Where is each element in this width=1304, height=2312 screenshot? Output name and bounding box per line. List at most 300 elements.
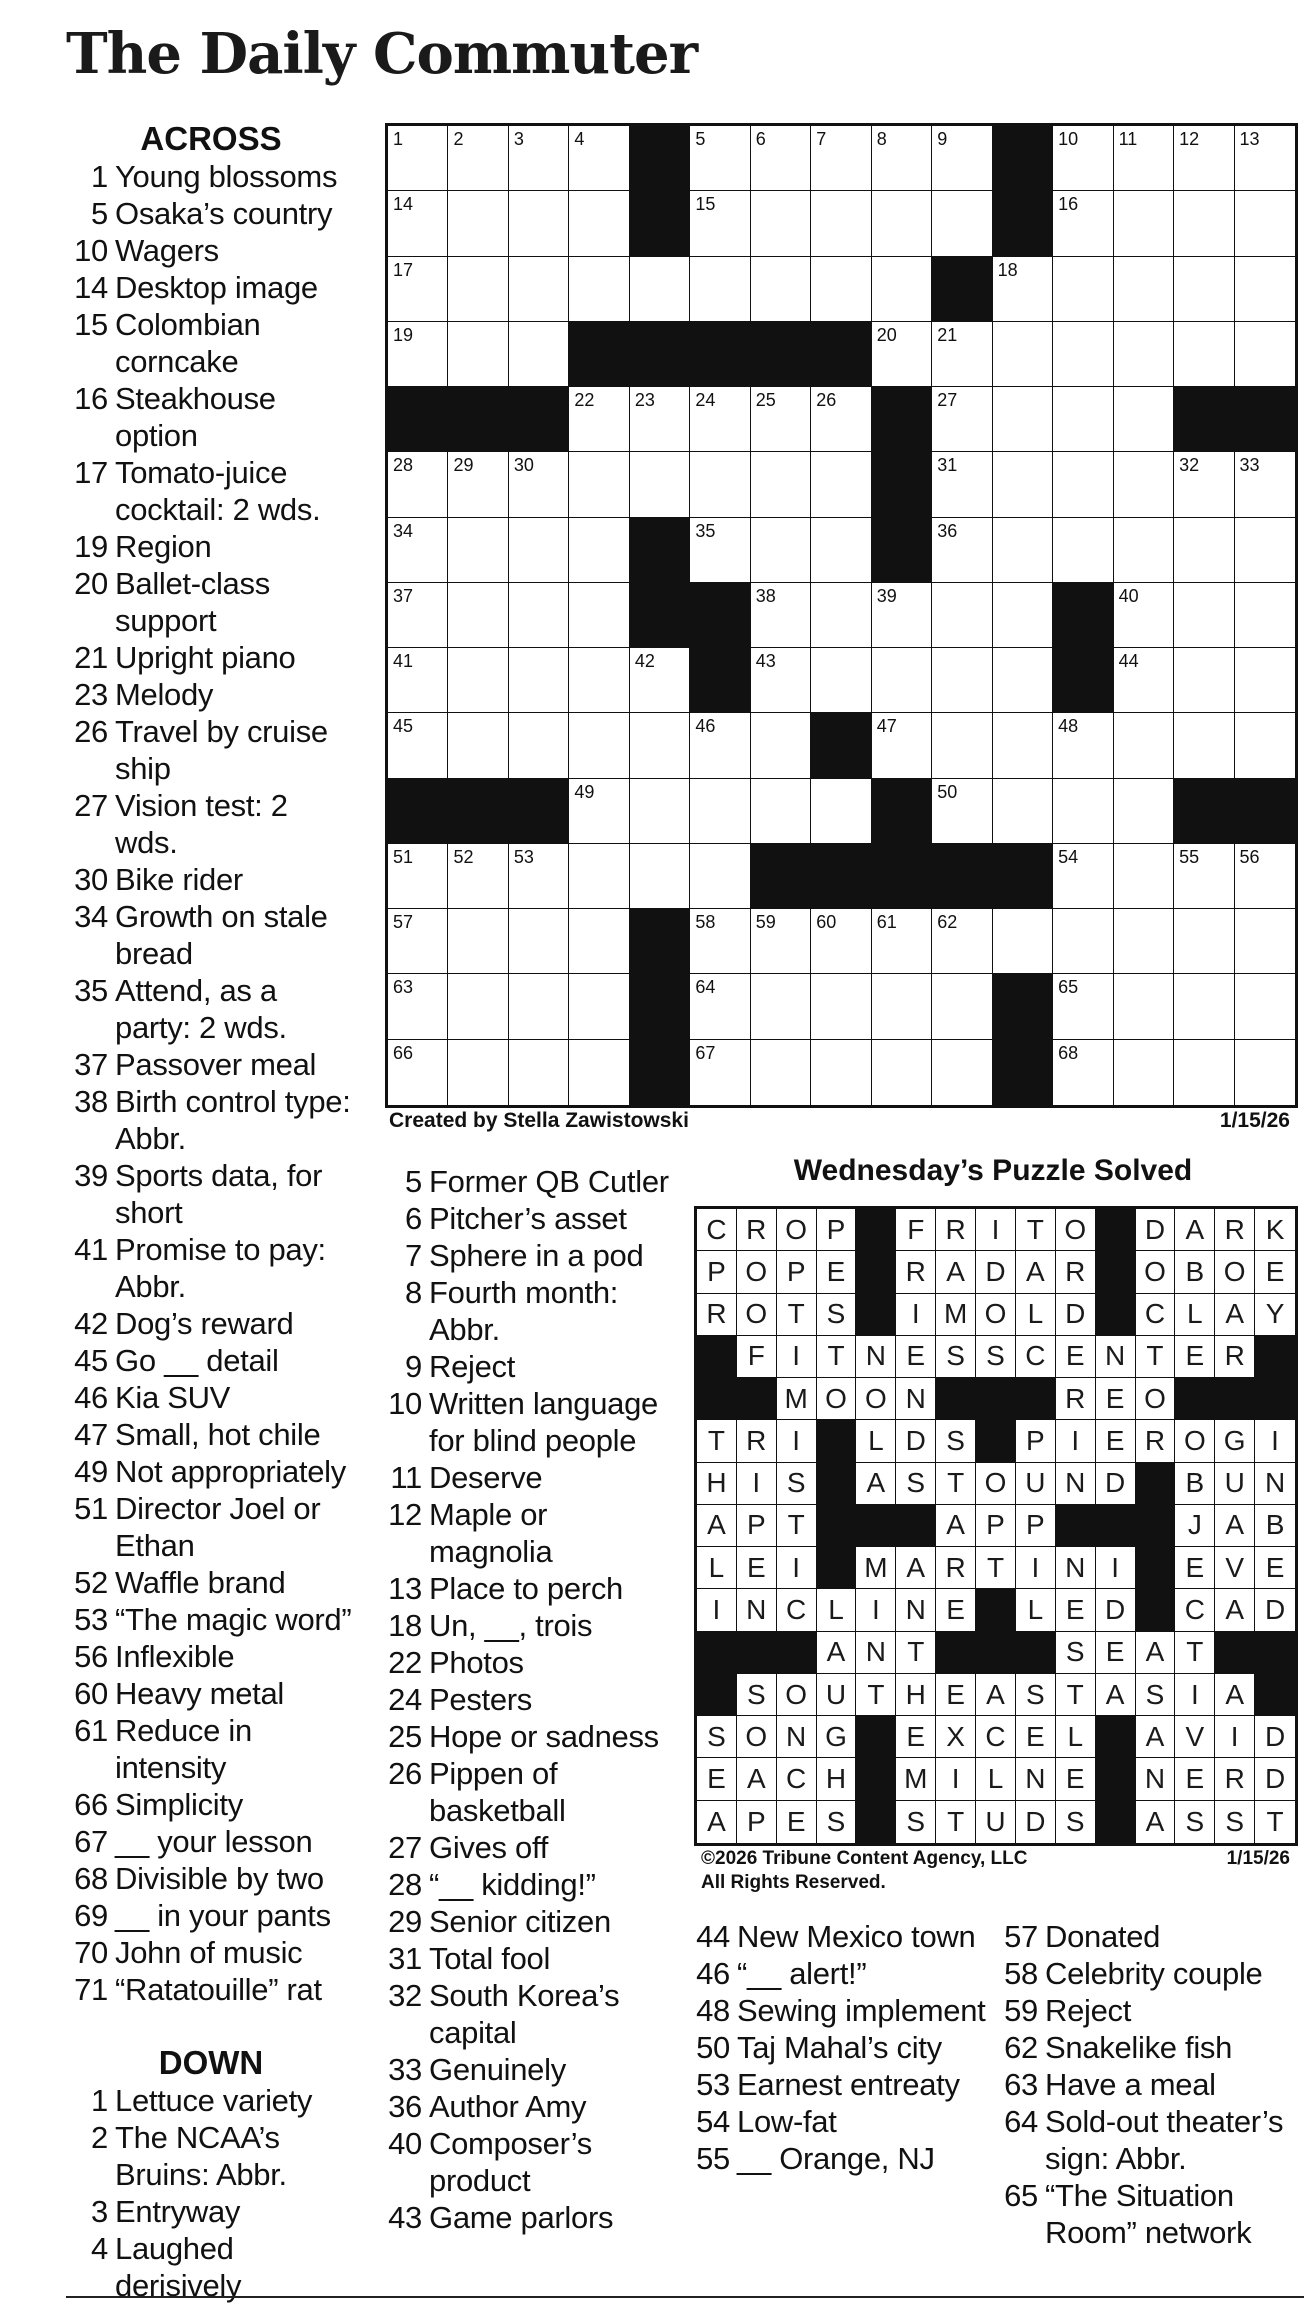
clue-item[interactable] (66, 2082, 356, 2119)
grid-cell[interactable] (1114, 191, 1174, 256)
grid-cell[interactable] (448, 974, 508, 1039)
grid-cell[interactable] (993, 257, 1053, 322)
grid-cell[interactable] (1053, 387, 1113, 452)
grid-cell[interactable] (1235, 583, 1295, 648)
grid-cell[interactable] (932, 713, 992, 778)
grid-cell[interactable] (1174, 257, 1234, 322)
grid-cell[interactable] (811, 387, 871, 452)
grid-cell[interactable] (630, 387, 690, 452)
clue-item[interactable] (996, 1918, 1296, 1955)
cell-letter: S (1026, 1678, 1045, 1710)
cell-letter: P (986, 1509, 1005, 1541)
grid-cell[interactable] (1235, 518, 1295, 583)
grid-cell[interactable] (1235, 191, 1295, 256)
clue-text: Entryway (115, 2194, 241, 2229)
grid-cell[interactable] (1235, 322, 1295, 387)
clue-item[interactable] (996, 1992, 1296, 2029)
clue-item[interactable] (66, 639, 356, 676)
grid-cell[interactable] (1114, 1040, 1174, 1105)
grid-cell[interactable] (1235, 452, 1295, 517)
clue-item[interactable] (996, 1955, 1296, 1992)
grid-cell[interactable] (932, 387, 992, 452)
grid-cell[interactable] (569, 713, 629, 778)
grid-cell[interactable] (630, 257, 690, 322)
clue-item[interactable] (66, 1638, 356, 1675)
grid-cell[interactable] (1174, 974, 1234, 1039)
grid-cell[interactable] (448, 322, 508, 387)
grid-cell[interactable] (872, 191, 932, 256)
cell-letter: V (1225, 1551, 1245, 1583)
grid-cell[interactable] (509, 844, 569, 909)
grid-cell[interactable] (1114, 257, 1174, 322)
grid-cell[interactable] (630, 844, 690, 909)
grid-cell[interactable] (932, 583, 992, 648)
grid-cell[interactable] (1174, 452, 1234, 517)
clue-item[interactable] (66, 565, 356, 639)
clue-item[interactable] (66, 1231, 356, 1305)
black-square (1215, 1632, 1255, 1674)
grid-cell[interactable] (1114, 909, 1174, 974)
grid-cell[interactable] (569, 1040, 629, 1105)
cell-letter: N (1065, 1467, 1086, 1499)
clue-item[interactable] (66, 1305, 356, 1342)
clue-item[interactable] (688, 2066, 988, 2103)
black-square (697, 1378, 737, 1420)
clue-item[interactable] (380, 1866, 670, 1903)
clue-item[interactable] (66, 1416, 356, 1453)
grid-cell[interactable] (1053, 322, 1113, 387)
clue-item[interactable] (380, 1274, 670, 1348)
grid-cell[interactable] (872, 126, 932, 191)
clue-item[interactable] (66, 232, 356, 269)
grid-cell[interactable] (993, 322, 1053, 387)
grid-cell[interactable] (448, 126, 508, 191)
grid-cell[interactable] (388, 257, 448, 322)
grid-cell[interactable] (993, 779, 1053, 844)
clue-item[interactable] (380, 1977, 670, 2051)
clue-item[interactable] (66, 1490, 356, 1564)
grid-cell[interactable] (388, 452, 448, 517)
clue-item[interactable] (380, 1903, 670, 1940)
grid-cell[interactable] (509, 1040, 569, 1105)
clue-item[interactable] (66, 158, 356, 195)
grid-cell[interactable] (1235, 1040, 1295, 1105)
grid-cell[interactable] (751, 909, 811, 974)
grid-cell[interactable] (509, 909, 569, 974)
grid-cell[interactable] (811, 648, 871, 713)
grid-cell[interactable] (1053, 518, 1113, 583)
grid-cell[interactable] (1053, 974, 1113, 1039)
grid-cell[interactable] (569, 648, 629, 713)
grid-cell[interactable] (448, 583, 508, 648)
clue-item[interactable] (66, 306, 356, 380)
grid-cell[interactable] (1053, 1040, 1113, 1105)
grid-cell[interactable] (1174, 322, 1234, 387)
grid-cell[interactable] (569, 909, 629, 974)
grid-cell[interactable] (509, 974, 569, 1039)
grid-cell[interactable] (993, 648, 1053, 713)
grid-cell[interactable] (1114, 518, 1174, 583)
clue-text: Inflexible (115, 1639, 235, 1674)
grid-cell[interactable] (690, 974, 750, 1039)
grid-cell[interactable] (388, 126, 448, 191)
grid-cell[interactable] (448, 648, 508, 713)
grid-cell[interactable] (1174, 126, 1234, 191)
grid-cell[interactable] (932, 779, 992, 844)
clue-item[interactable] (996, 2177, 1296, 2251)
grid-cell[interactable] (872, 257, 932, 322)
grid-cell[interactable] (690, 191, 750, 256)
clue-item[interactable] (66, 787, 356, 861)
clue-item[interactable] (380, 2051, 670, 2088)
grid-cell[interactable] (690, 387, 750, 452)
grid-cell[interactable] (690, 1040, 750, 1105)
grid-cell[interactable] (811, 518, 871, 583)
clue-item[interactable] (66, 861, 356, 898)
clue-number: 56 (74, 1639, 108, 1674)
grid-cell[interactable] (1053, 126, 1113, 191)
cell-letter: E (946, 1678, 965, 1710)
clue-item[interactable] (66, 972, 356, 1046)
grid-cell[interactable] (1174, 1040, 1234, 1105)
grid-cell[interactable] (811, 779, 871, 844)
cell-number: 13 (1239, 129, 1260, 149)
grid-cell[interactable] (932, 126, 992, 191)
grid-cell[interactable] (448, 713, 508, 778)
grid-cell[interactable] (1114, 844, 1174, 909)
grid-cell[interactable] (388, 713, 448, 778)
clue-item[interactable] (688, 2140, 988, 2177)
clue-item[interactable] (66, 1157, 356, 1231)
grid-cell[interactable] (751, 713, 811, 778)
clue-item[interactable] (380, 1829, 670, 1866)
clue-number: 66 (74, 1787, 108, 1822)
grid-cell[interactable] (1114, 648, 1174, 713)
clue-item[interactable] (66, 1675, 356, 1712)
grid-cell[interactable] (751, 452, 811, 517)
clue-item[interactable] (380, 2088, 670, 2125)
cell-letter: E (1065, 1340, 1085, 1372)
grid-cell[interactable] (932, 191, 992, 256)
clue-item[interactable] (66, 676, 356, 713)
clue-item[interactable] (380, 1237, 670, 1274)
grid-cell[interactable] (811, 191, 871, 256)
grid-cell[interactable] (932, 974, 992, 1039)
grid-cell[interactable] (872, 909, 932, 974)
grid-cell[interactable] (872, 322, 932, 387)
clue-item[interactable] (380, 2199, 670, 2236)
grid-cell[interactable] (569, 844, 629, 909)
grid-cell[interactable] (1174, 713, 1234, 778)
grid-cell[interactable] (388, 518, 448, 583)
grid-cell[interactable] (811, 974, 871, 1039)
clue-item[interactable] (380, 1200, 670, 1237)
grid-cell[interactable] (1235, 648, 1295, 713)
grid-cell[interactable] (751, 779, 811, 844)
grid-cell[interactable] (448, 1040, 508, 1105)
clue-item[interactable] (380, 1940, 670, 1977)
grid-cell[interactable] (1174, 518, 1234, 583)
grid-cell[interactable] (1114, 387, 1174, 452)
clue-item[interactable] (66, 454, 356, 528)
grid-cell[interactable] (690, 257, 750, 322)
grid-cell[interactable] (1235, 713, 1295, 778)
grid-cell[interactable] (993, 387, 1053, 452)
grid-cell[interactable] (388, 844, 448, 909)
grid-cell[interactable] (1053, 713, 1113, 778)
clue-item[interactable] (380, 1570, 670, 1607)
grid-cell[interactable] (509, 126, 569, 191)
grid-cell[interactable] (751, 1040, 811, 1105)
grid-cell[interactable] (1053, 844, 1113, 909)
clue-item[interactable] (66, 1564, 356, 1601)
clue-item[interactable] (66, 1601, 356, 1638)
black-square (993, 844, 1053, 909)
grid-cell[interactable] (993, 452, 1053, 517)
grid-cell[interactable] (811, 452, 871, 517)
grid-cell[interactable] (630, 648, 690, 713)
grid-cell[interactable] (388, 974, 448, 1039)
grid-cell[interactable] (630, 452, 690, 517)
grid-cell[interactable] (751, 518, 811, 583)
grid-cell[interactable] (630, 779, 690, 844)
clue-item[interactable] (66, 269, 356, 306)
clue-item[interactable] (380, 1718, 670, 1755)
grid-cell[interactable] (509, 583, 569, 648)
black-square (690, 322, 750, 387)
grid-cell[interactable] (932, 648, 992, 713)
clue-item[interactable] (66, 1712, 356, 1786)
grid-cell[interactable] (932, 452, 992, 517)
grid-cell (936, 1674, 976, 1716)
clue-item[interactable] (380, 1755, 670, 1829)
clue-item[interactable] (66, 1046, 356, 1083)
clue-text: Osaka’s country (115, 196, 333, 231)
grid-cell (777, 1589, 817, 1631)
clue-number: 68 (74, 1861, 108, 1896)
grid-cell[interactable] (1114, 779, 1174, 844)
grid-cell[interactable] (1053, 452, 1113, 517)
grid-cell[interactable] (448, 909, 508, 974)
grid-cell[interactable] (690, 518, 750, 583)
grid-cell[interactable] (993, 909, 1053, 974)
grid-cell[interactable] (1174, 844, 1234, 909)
grid-cell[interactable] (1235, 126, 1295, 191)
clue-item[interactable] (380, 1385, 670, 1459)
grid-cell[interactable] (872, 974, 932, 1039)
clue-item[interactable] (380, 1644, 670, 1681)
grid-cell[interactable] (751, 387, 811, 452)
grid-cell[interactable] (811, 583, 871, 648)
grid-cell[interactable] (1114, 713, 1174, 778)
grid-cell[interactable] (1114, 322, 1174, 387)
grid-cell[interactable] (509, 713, 569, 778)
grid-cell[interactable] (811, 257, 871, 322)
grid-cell[interactable] (509, 191, 569, 256)
clue-item[interactable] (688, 2029, 988, 2066)
grid-cell[interactable] (811, 126, 871, 191)
grid-cell[interactable] (811, 909, 871, 974)
clue-item[interactable] (66, 1083, 356, 1157)
clue-item[interactable] (66, 380, 356, 454)
clue-item[interactable] (996, 2103, 1296, 2177)
grid-cell[interactable] (690, 126, 750, 191)
grid-cell[interactable] (448, 257, 508, 322)
clue-item[interactable] (688, 2103, 988, 2140)
clue-item[interactable] (66, 1934, 356, 1971)
grid-cell[interactable] (811, 1040, 871, 1105)
grid-cell[interactable] (448, 518, 508, 583)
clue-item[interactable] (66, 528, 356, 565)
clue-item[interactable] (66, 1897, 356, 1934)
grid-cell[interactable] (569, 257, 629, 322)
clue-item[interactable] (380, 1163, 670, 1200)
grid-cell[interactable] (509, 257, 569, 322)
clue-item[interactable] (380, 1607, 670, 1644)
grid-cell[interactable] (388, 322, 448, 387)
clue-item[interactable] (66, 1823, 356, 1860)
grid-cell[interactable] (751, 974, 811, 1039)
clue-item[interactable] (66, 1379, 356, 1416)
cell-letter: R (1224, 1213, 1245, 1245)
grid-cell[interactable] (751, 257, 811, 322)
clue-item[interactable] (688, 1992, 988, 2029)
clue-item[interactable] (380, 1496, 670, 1570)
grid-cell[interactable] (1053, 779, 1113, 844)
clue-item[interactable] (66, 1971, 356, 2008)
clue-item[interactable] (66, 2119, 356, 2193)
clue-item[interactable] (688, 1955, 988, 1992)
grid-cell[interactable] (690, 779, 750, 844)
grid-cell[interactable] (1114, 583, 1174, 648)
clue-item[interactable] (66, 713, 356, 787)
clue-item[interactable] (380, 2125, 670, 2199)
grid-cell (896, 1251, 936, 1293)
cell-letter: I (872, 1594, 880, 1626)
grid-cell[interactable] (569, 583, 629, 648)
grid-cell[interactable] (569, 191, 629, 256)
grid-cell[interactable] (509, 648, 569, 713)
grid-cell[interactable] (569, 779, 629, 844)
grid-cell (817, 1716, 857, 1758)
grid-cell[interactable] (872, 583, 932, 648)
grid-cell[interactable] (1235, 974, 1295, 1039)
grid-cell[interactable] (993, 583, 1053, 648)
grid-cell[interactable] (630, 713, 690, 778)
clue-text: Kia SUV (115, 1380, 231, 1415)
grid-cell[interactable] (1174, 909, 1234, 974)
grid-cell (856, 1420, 896, 1462)
grid-cell[interactable] (1235, 909, 1295, 974)
grid-cell (737, 1294, 777, 1336)
grid-cell[interactable] (388, 583, 448, 648)
cell-number: 51 (393, 846, 414, 867)
grid-cell (1056, 1758, 1096, 1800)
grid-cell[interactable] (932, 322, 992, 387)
grid-cell[interactable] (690, 452, 750, 517)
grid-cell[interactable] (751, 191, 811, 256)
grid-cell[interactable] (872, 713, 932, 778)
grid-cell[interactable] (388, 909, 448, 974)
grid-cell[interactable] (1235, 257, 1295, 322)
grid-cell[interactable] (569, 452, 629, 517)
grid-cell[interactable] (932, 1040, 992, 1105)
grid-cell[interactable] (1053, 909, 1113, 974)
grid-cell[interactable] (448, 844, 508, 909)
clue-item[interactable] (66, 898, 356, 972)
clue-item[interactable] (688, 1918, 988, 1955)
clue-item[interactable] (66, 1453, 356, 1490)
clue-item[interactable] (996, 2029, 1296, 2066)
grid-cell[interactable] (1114, 974, 1174, 1039)
grid-cell[interactable] (932, 909, 992, 974)
grid-cell[interactable] (1114, 126, 1174, 191)
grid-cell[interactable] (509, 518, 569, 583)
grid-cell[interactable] (388, 191, 448, 256)
grid-cell (777, 1505, 817, 1547)
clue-item[interactable] (380, 1681, 670, 1718)
clue-item[interactable] (66, 1786, 356, 1823)
grid-cell[interactable] (448, 452, 508, 517)
clue-item[interactable] (66, 1342, 356, 1379)
grid-cell[interactable] (509, 452, 569, 517)
grid-cell[interactable] (1174, 583, 1234, 648)
grid-cell[interactable] (1174, 191, 1234, 256)
clue-item[interactable] (66, 2193, 356, 2230)
cell-letter: T (986, 1551, 1005, 1583)
grid-cell[interactable] (751, 648, 811, 713)
grid-cell[interactable] (751, 583, 811, 648)
clue-item[interactable] (380, 1459, 670, 1496)
grid-cell[interactable] (1174, 648, 1234, 713)
grid-cell[interactable] (569, 518, 629, 583)
cell-number: 4 (574, 129, 585, 149)
clue-text: Composer’s product (429, 2126, 592, 2198)
grid-cell[interactable] (932, 518, 992, 583)
grid-cell[interactable] (993, 518, 1053, 583)
grid-cell[interactable] (993, 713, 1053, 778)
clue-item[interactable] (380, 1348, 670, 1385)
cell-letter: S (1225, 1805, 1245, 1837)
clue-item[interactable] (66, 195, 356, 232)
grid-cell[interactable] (448, 191, 508, 256)
grid-cell[interactable] (509, 322, 569, 387)
grid-cell[interactable] (872, 648, 932, 713)
grid-cell[interactable] (690, 713, 750, 778)
clue-text: Donated (1045, 1919, 1161, 1954)
clue-item[interactable] (66, 2230, 356, 2304)
grid-cell[interactable] (569, 387, 629, 452)
clue-item[interactable] (996, 2066, 1296, 2103)
clue-item[interactable] (66, 1860, 356, 1897)
clue-text: Birth control type: Abbr. (115, 1084, 351, 1156)
grid-cell[interactable] (751, 126, 811, 191)
cell-letter: A (1105, 1678, 1125, 1710)
grid-cell[interactable] (388, 648, 448, 713)
grid-cell[interactable] (388, 1040, 448, 1105)
grid-cell[interactable] (690, 844, 750, 909)
grid-cell[interactable] (872, 1040, 932, 1105)
grid-cell[interactable] (1235, 844, 1295, 909)
grid-cell[interactable] (569, 974, 629, 1039)
grid-cell[interactable] (1114, 452, 1174, 517)
cell-letter: T (827, 1340, 845, 1372)
grid-cell[interactable] (569, 126, 629, 191)
crossword-grid[interactable] (385, 123, 1298, 1108)
grid-cell[interactable] (690, 909, 750, 974)
grid-cell[interactable] (1053, 191, 1113, 256)
grid-cell[interactable] (1053, 257, 1113, 322)
